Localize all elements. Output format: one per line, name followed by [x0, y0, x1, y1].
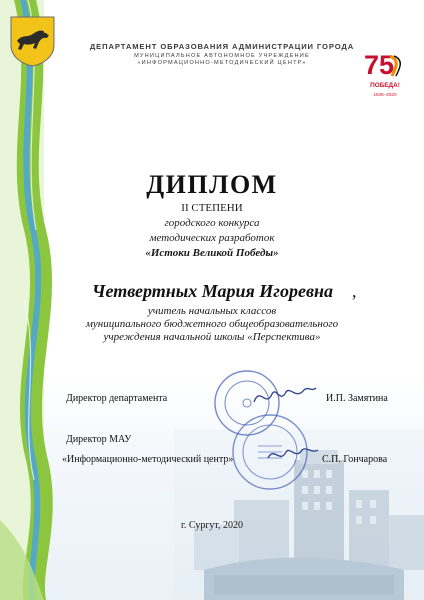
emblem-number: 75 [364, 50, 395, 80]
recipient-role-2: муниципального бюджетного общеобразовательного [85, 318, 339, 330]
ribbon-icon [386, 54, 406, 80]
dept-director-name: И.П. Замятина [326, 393, 388, 404]
mau-director-name: С.П. Гончарова [322, 454, 388, 465]
contest-line-1: городского конкурса [164, 217, 260, 229]
emblem-word: ПОБЕДА! [370, 82, 400, 89]
city-crest-logo [9, 15, 56, 67]
recipient-role-1: учитель начальных классов [147, 305, 277, 317]
header-line-2: МУНИЦИПАЛЬНОЕ АВТОНОМНОЕ УЧРЕЖДЕНИЕ [134, 53, 310, 59]
dept-director-title: Директор департамента [66, 393, 168, 404]
header-line-3: «ИНФОРМАЦИОННО-МЕТОДИЧЕСКИЙ ЦЕНТР» [137, 60, 307, 66]
victory-75-emblem [362, 52, 408, 106]
signature-goncharova [262, 440, 322, 470]
header-line-1: ДЕПАРТАМЕНТ ОБРАЗОВАНИЯ АДМИНИСТРАЦИИ ГОРОДА [89, 42, 355, 51]
contest-line-2: методических разработок [149, 232, 275, 244]
recipient-name: Четвертных Мария Игоревна [92, 281, 333, 301]
place-and-year: г. Сургут, 2020 [180, 520, 244, 531]
signature-zamyatina [250, 382, 320, 412]
recipient-role-3: учреждения начальной школы «Перспектива» [103, 331, 321, 343]
mau-director-title: Директор МАУ [66, 434, 132, 445]
diploma-degree: II СТЕПЕНИ [181, 202, 243, 214]
organization-header [62, 42, 382, 66]
emblem-years: 1945–2020 [373, 92, 397, 97]
mau-name: «Информационно-методический центр» [62, 454, 234, 465]
contest-name: «Истоки Великой Победы» [145, 247, 279, 259]
decorative-ribbon [0, 0, 80, 600]
recipient-name-comma: , [352, 281, 357, 301]
diploma-title: ДИПЛОМ [146, 170, 278, 199]
